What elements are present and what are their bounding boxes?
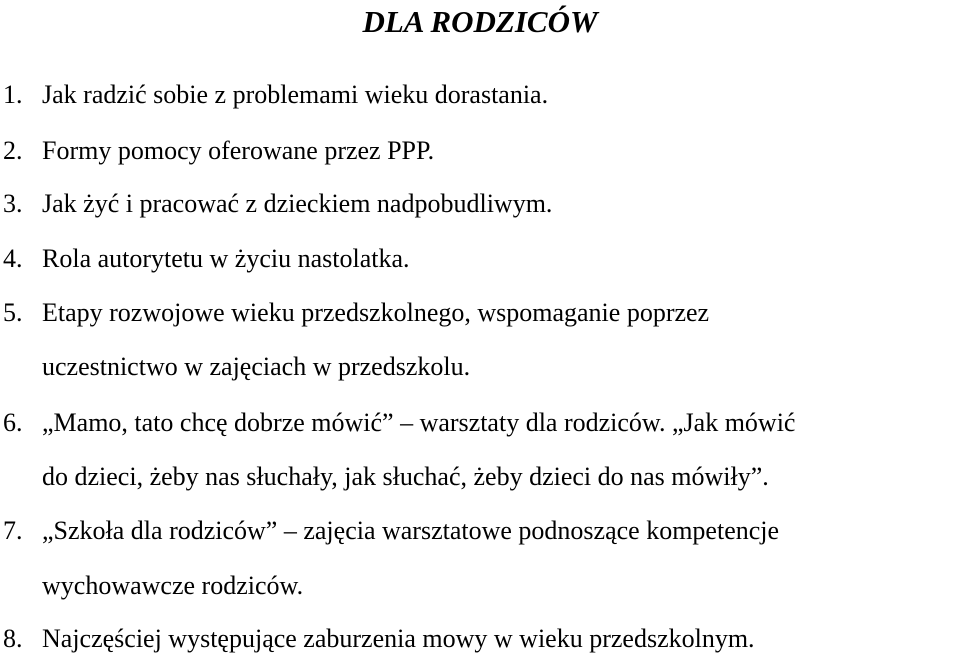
list-item-text: Formy pomocy oferowane przez PPP. bbox=[42, 136, 435, 165]
list-item-number: 4. bbox=[3, 244, 23, 273]
list-item-text-continued: do dzieci, żeby nas słuchały, jak słuchać, żeby dzieci do nas mówiły”. bbox=[42, 462, 769, 491]
list-item-text: Najczęściej występujące zaburzenia mowy w wieku przedszkolnym. bbox=[42, 624, 755, 653]
list-item-number: 3. bbox=[3, 189, 23, 218]
list-item-text: Jak radzić sobie z problemami wieku dorastania. bbox=[42, 80, 549, 109]
list-item-number: 7. bbox=[3, 516, 23, 545]
list-item-number: 5. bbox=[3, 298, 23, 327]
list-item-text: Etapy rozwojowe wieku przedszkolnego, wspomaganie poprzez bbox=[42, 298, 710, 327]
list-item-number: 8. bbox=[3, 624, 23, 653]
list-item-text: Rola autorytetu w życiu nastolatka. bbox=[42, 244, 410, 273]
list-item-number: 6. bbox=[3, 408, 23, 437]
list-item-text: „Mamo, tato chcę dobrze mówić” – warsztaty dla rodziców. „Jak mówić bbox=[42, 408, 796, 437]
list-item-text-continued: wychowawcze rodziców. bbox=[42, 571, 304, 600]
list-item-text-continued: uczestnictwo w zajęciach w przedszkolu. bbox=[42, 352, 471, 381]
page-title: DLA RODZICÓW bbox=[362, 4, 598, 39]
list-item-text: „Szkoła dla rodziców” – zajęcia warsztatowe podnoszące kompetencje bbox=[42, 516, 780, 545]
list-item-number: 1. bbox=[3, 80, 23, 109]
list-item-number: 2. bbox=[3, 136, 23, 165]
list-item-text: Jak żyć i pracować z dzieckiem nadpobudliwym. bbox=[42, 189, 553, 218]
